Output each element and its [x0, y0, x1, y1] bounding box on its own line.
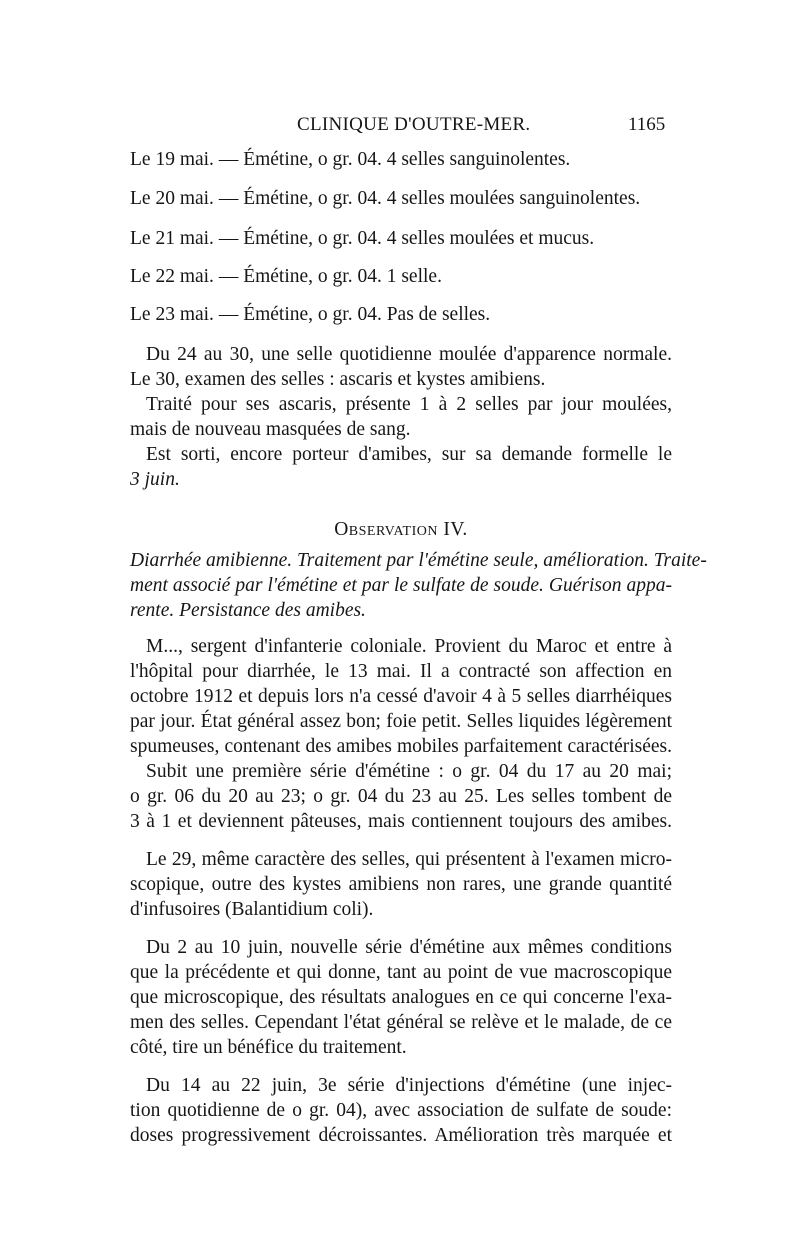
text-line: M..., sergent d'infanterie coloniale. Provient du Maroc et entre à	[146, 636, 672, 657]
text-line: côté, tire un bénéfice du traitement.	[130, 1037, 407, 1058]
text-line: Du 14 au 22 juin, 3e série d'injections d'émétine (une injec-	[146, 1075, 672, 1096]
text-line: mais de nouveau masquées de sang.	[130, 419, 411, 440]
log-entry: Le 23 mai. — Émétine, o gr. 04. Pas de selles.	[130, 304, 491, 325]
text-line: Le 29, même caractère des selles, qui présentent à l'examen micro-	[146, 849, 672, 870]
text-line: d'infusoires (Balantidium coli).	[130, 899, 374, 920]
text-line: Est sorti, encore porteur d'amibes, sur sa demande formelle le	[146, 444, 672, 465]
text-line: Le 30, examen des selles : ascaris et kystes amibiens.	[130, 369, 546, 390]
log-entry: Le 22 mai. — Émétine, o gr. 04. 1 selle.	[130, 266, 442, 287]
page-number: 1165	[628, 114, 666, 135]
log-entry: Le 21 mai. — Émétine, o gr. 04. 4 selles moulées et mucus.	[130, 228, 595, 249]
observation-subtitle: Diarrhée amibienne. Traitement par l'émétine seule, amélioration. Traite-	[130, 550, 707, 571]
text-line: tion quotidienne de o gr. 04), avec association de sulfate de soude:	[130, 1100, 672, 1121]
text-line: men des selles. Cependant l'état général se relève et le malade, de ce	[130, 1012, 672, 1033]
text-line: l'hôpital pour diarrhée, le 13 mai. Il a contracté son affection en	[130, 661, 672, 682]
text-line: doses progressivement décroissantes. Amélioration très marquée et	[130, 1125, 672, 1146]
text-line: o gr. 06 du 20 au 23; o gr. 04 du 23 au 25. Les selles tombent de	[130, 786, 672, 807]
observation-heading: Observation IV.	[334, 519, 468, 540]
text-line: 3 à 1 et deviennent pâteuses, mais contiennent toujours des amibes.	[130, 811, 672, 832]
observation-subtitle: ment associé par l'émétine et par le sulfate de soude. Guérison appa-	[130, 575, 672, 596]
log-entry: Le 19 mai. — Émétine, o gr. 04. 4 selles sanguinolentes.	[130, 149, 571, 170]
text-line: spumeuses, contenant des amibes mobiles parfaitement caractérisées.	[130, 736, 672, 757]
text-line: octobre 1912 et depuis lors n'a cessé d'avoir 4 à 5 selles diarrhéiques	[130, 686, 672, 707]
text-line: Du 24 au 30, une selle quotidienne moulée d'apparence normale.	[146, 344, 672, 365]
text-line: par jour. État général assez bon; foie petit. Selles liquides légèrement	[130, 711, 672, 732]
log-entry: Le 20 mai. — Émétine, o gr. 04. 4 selles moulées sanguinolentes.	[130, 188, 641, 209]
running-title: CLINIQUE D'OUTRE-MER.	[297, 114, 531, 135]
text-line: 3 juin.	[130, 469, 180, 490]
text-line: que la précédente et qui donne, tant au point de vue macroscopique	[130, 962, 672, 983]
text-line: que microscopique, des résultats analogues en ce qui concerne l'exa-	[130, 987, 672, 1008]
text-line: Traité pour ses ascaris, présente 1 à 2 selles par jour moulées,	[146, 394, 672, 415]
text-line: scopique, outre des kystes amibiens non rares, une grande quantité	[130, 874, 672, 895]
page-header	[0, 114, 800, 144]
text-line: Du 2 au 10 juin, nouvelle série d'émétine aux mêmes conditions	[146, 937, 672, 958]
observation-subtitle: rente. Persistance des amibes.	[130, 600, 366, 621]
text-line: Subit une première série d'émétine : o gr. 04 du 17 au 20 mai;	[146, 761, 672, 782]
